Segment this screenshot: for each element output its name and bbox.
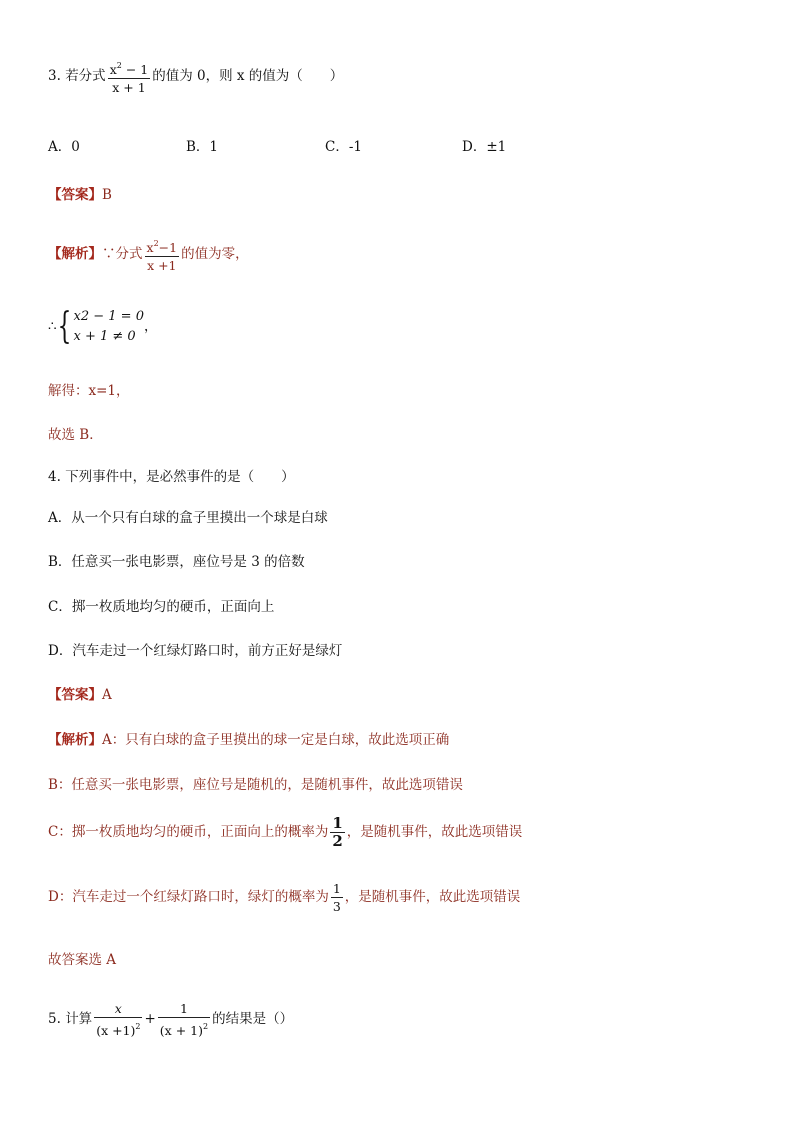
q5-stem-prefix: 计算 — [65, 1011, 93, 1027]
therefore-symbol: ∴ — [48, 318, 57, 335]
q3-fraction — [108, 58, 151, 95]
q3-number: 3. — [48, 68, 61, 84]
q5-frac1-den-base: (x +1) — [96, 1023, 136, 1038]
q3-answer-tag: 【答案】 — [48, 187, 102, 203]
q4-analysis-d — [48, 881, 520, 914]
q5-frac2-den-base: (x + 1) — [159, 1023, 203, 1038]
q3-analysis-fraction — [145, 236, 180, 273]
q5-frac1-num: x — [114, 1001, 122, 1016]
q5-fraction-2 — [158, 1001, 210, 1038]
q3-analysis-frac-num-exp: 2 — [153, 239, 159, 248]
q4-option-b: B．任意买一张电影票，座位号是 3 的倍数 — [48, 554, 305, 570]
q3-analysis-frac-den: x +1 — [147, 258, 177, 273]
q4-analysis-d-den: 3 — [332, 899, 341, 914]
q3-analysis-prefix: ∵分式 — [102, 246, 143, 262]
q3-analysis — [48, 236, 249, 273]
q5-stem — [48, 1001, 293, 1038]
q3-option-c: C．-1 — [325, 139, 362, 155]
q5-frac2-num: 1 — [179, 1001, 188, 1016]
q3-frac-den: x + 1 — [112, 80, 146, 95]
q3-choose: 故选 B． — [48, 427, 103, 443]
q3-frac-num-base: x — [109, 62, 117, 77]
q4-analysis-d-num: 1 — [332, 881, 341, 896]
q4-analysis-d-fraction — [331, 881, 343, 914]
q4-answer-tag: 【答案】 — [48, 687, 102, 703]
q3-analysis-frac-num-base: x — [146, 240, 154, 255]
q3-system-line-2: x + 1 ≠ 0 — [73, 329, 136, 344]
q4-option-d: D．汽车走过一个红绿灯路口时，前方正好是绿灯 — [48, 643, 343, 659]
q3-system — [48, 307, 157, 347]
q3-option-b: B．1 — [186, 139, 219, 155]
q4-stem — [48, 468, 295, 486]
q5-frac1-den-exp: 2 — [135, 1022, 141, 1031]
q4-conclusion: 故答案选 A — [48, 952, 117, 968]
q5-fraction-1 — [94, 1001, 142, 1038]
q3-frac-num-exp: 2 — [116, 61, 122, 70]
q3-system-line-1: x2 − 1 = 0 — [73, 309, 144, 324]
left-brace-icon: { — [57, 306, 71, 347]
q3-stem-prefix: 若分式 — [65, 68, 106, 84]
q4-option-a: A．从一个只有白球的盒子里摸出一个球是白球 — [48, 510, 328, 526]
q4-number: 4. — [48, 469, 61, 485]
q3-stem — [48, 58, 343, 95]
q4-analysis-tag: 【解析】 — [48, 732, 102, 748]
q4-analysis-c-prefix: C：掷一枚质地均匀的硬币，正面向上的概率为 — [48, 824, 329, 840]
q4-answer-value: A — [102, 687, 112, 703]
q4-analysis-a — [48, 731, 449, 749]
q3-option-d: D．±1 — [462, 139, 507, 155]
q3-answer — [48, 186, 112, 204]
q4-analysis-c — [48, 816, 522, 849]
q3-frac-num-rest: − 1 — [121, 62, 149, 77]
q4-analysis-d-suffix: ，是随机事件，故此选项错误 — [344, 889, 521, 905]
q3-stem-suffix: 的值为 0，则 x 的值为（ ） — [152, 68, 344, 84]
q4-analysis-c-suffix: ，是随机事件，故此选项错误 — [346, 824, 523, 840]
q4-analysis-b: B：任意买一张电影票，座位号是随机的，是随机事件，故此选项错误 — [48, 777, 463, 793]
q3-analysis-suffix: 的值为零， — [181, 246, 249, 262]
q4-stem-text: 下列事件中，是必然事件的是（ ） — [65, 469, 295, 485]
q4-answer — [48, 686, 112, 704]
q3-system-lines — [74, 307, 144, 347]
q4-analysis-d-prefix: D：汽车走过一个红绿灯路口时，绿灯的概率为 — [48, 889, 329, 905]
q5-stem-suffix: 的结果是（） — [212, 1011, 294, 1027]
q3-option-a: A．0 — [48, 139, 80, 155]
q3-solve: 解得：x=1， — [48, 383, 130, 399]
q3-analysis-tag: 【解析】 — [48, 246, 102, 262]
q4-analysis-c-num: 1 — [332, 814, 343, 832]
q5-plus: + — [144, 1011, 156, 1027]
q4-analysis-c-fraction — [330, 816, 344, 849]
q5-number: 5. — [48, 1011, 61, 1027]
q3-analysis-frac-num-rest: −1 — [158, 240, 178, 255]
q3-answer-value: B — [102, 187, 112, 203]
q4-option-c: C．掷一枚质地均匀的硬币，正面向上 — [48, 599, 275, 615]
q5-frac2-den-exp: 2 — [202, 1022, 209, 1031]
q4-analysis-a-text: A：只有白球的盒子里摸出的球一定是白球，故此选项正确 — [102, 732, 450, 748]
q4-analysis-c-den: 2 — [332, 832, 343, 850]
q3-system-end: ， — [143, 318, 158, 335]
